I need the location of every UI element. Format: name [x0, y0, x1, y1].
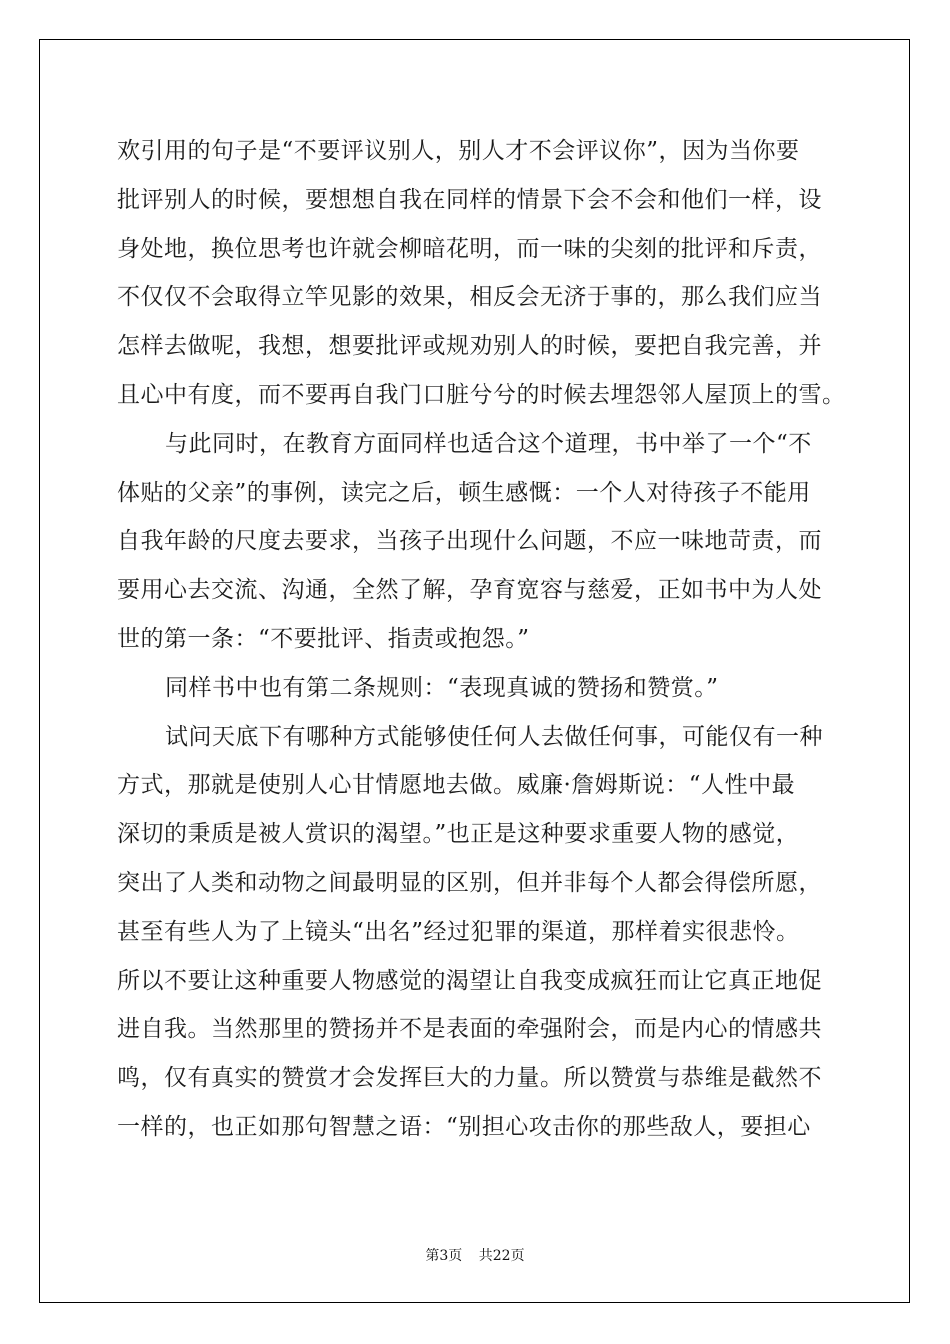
text-line: 鸣，仅有真实的赞赏才会发挥巨大的力量。所以赞赏与恭维是截然不 — [117, 1065, 822, 1092]
text-line: 进自我。当然那里的赞扬并不是表面的牵强附会，而是内心的情感共 — [117, 1016, 822, 1043]
text-line: 试问天底下有哪种方式能够使任何人去做任何事，可能仅有一种 — [165, 723, 823, 750]
text-line: 与此同时，在教育方面同样也适合这个道理，书中举了一个“不 — [165, 430, 812, 457]
text-line: 批评别人的时候，要想想自我在同样的情景下会不会和他们一样，设 — [117, 186, 822, 213]
text-line: 不仅仅不会取得立竿见影的效果，相反会无济于事的，那么我们应当 — [117, 284, 822, 311]
text-line: 体贴的父亲”的事例，读完之后，顿生感慨：一个人对待孩子不能用 — [117, 479, 811, 506]
page-number: 第3页 — [425, 1248, 463, 1264]
text-line: 怎样去做呢，我想，想要批评或规劝别人的时候，要把自我完善，并 — [117, 333, 822, 360]
page-footer — [0, 1245, 950, 1265]
text-line: 要用心去交流、沟通，全然了解，孕育宽容与慈爱，正如书中为人处 — [117, 577, 822, 604]
page-total: 共22页 — [478, 1248, 525, 1264]
text-line: 世的第一条：“不要批评、指责或抱怨。” — [117, 625, 530, 652]
text-line: 同样书中也有第二条规则：“表现真诚的赞扬和赞赏。” — [165, 674, 719, 701]
text-line: 所以不要让这种重要人物感觉的渴望让自我变成疯狂而让它真正地促 — [117, 967, 822, 994]
text-line: 方式，那就是使别人心甘情愿地去做。威廉·詹姆斯说：“人性中最 — [117, 772, 796, 799]
text-line: 甚至有些人为了上镜头“出名”经过犯罪的渠道，那样着实很悲怜。 — [117, 918, 800, 945]
text-line: 一样的，也正如那句智慧之语：“别担心攻击你的那些敌人，要担心 — [117, 1113, 811, 1140]
text-line: 深切的秉质是被人赏识的渴望。”也正是这种要求重要人物的感觉， — [117, 821, 800, 848]
text-line: 突出了人类和动物之间最明显的区别，但并非每个人都会得偿所愿， — [117, 869, 822, 896]
text-line: 自我年龄的尺度去要求，当孩子出现什么问题，不应一味地苛责，而 — [117, 528, 822, 555]
text-line: 身处地，换位思考也许就会柳暗花明，而一味的尖刻的批评和斥责， — [117, 235, 822, 262]
text-line: 且心中有度，而不要再自我门口脏兮兮的时候去埋怨邻人屋顶上的雪。 — [117, 381, 846, 408]
text-line: 欢引用的句子是“不要评议别人，别人才不会评议你”，因为当你要 — [117, 138, 800, 164]
document-body — [117, 127, 846, 1152]
